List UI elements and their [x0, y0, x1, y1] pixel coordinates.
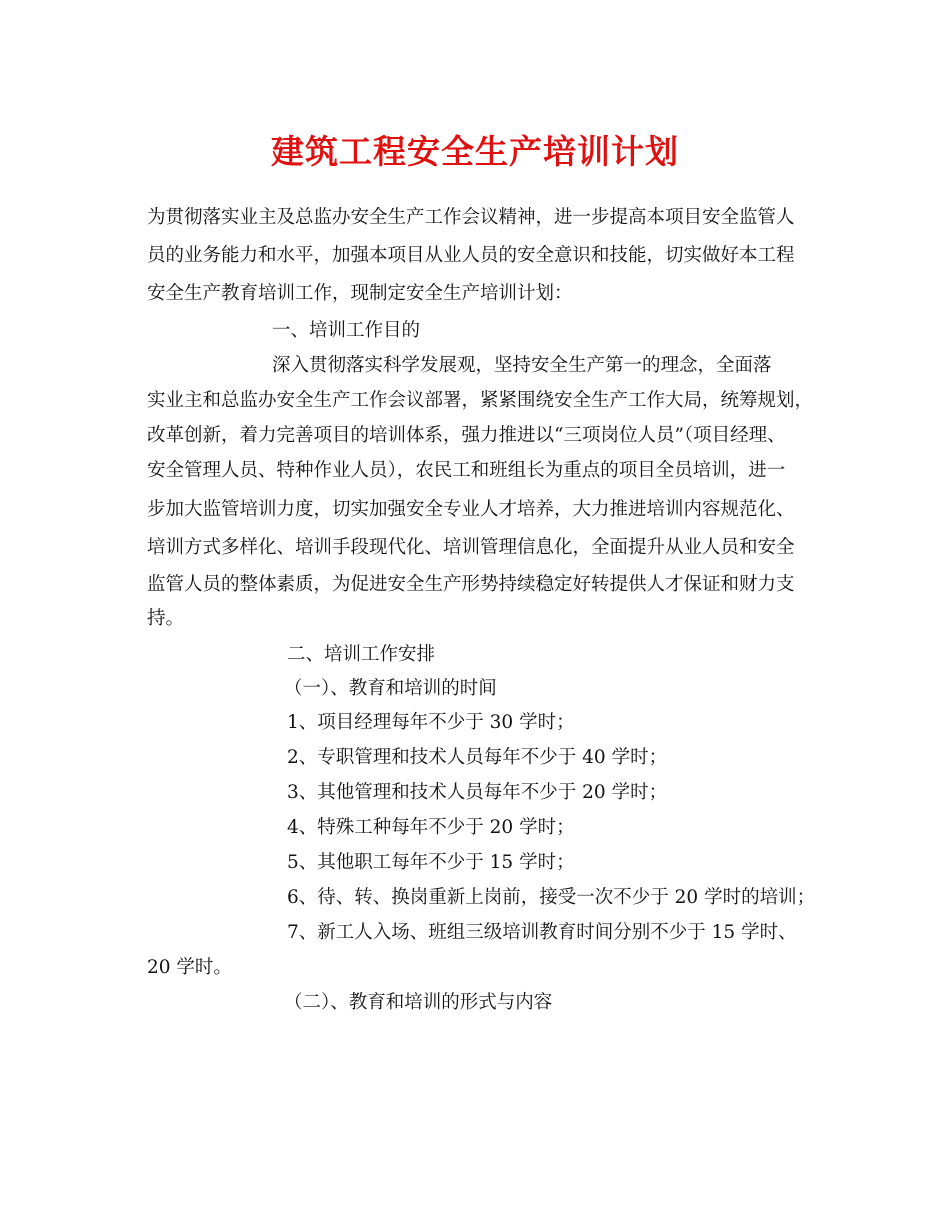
section1-line: 培训方式多样化、培训手段现代化、培训管理信息化，全面提升从业人员和安全: [147, 537, 795, 558]
list-item: 4、特殊工种每年不少于 20 学时；: [287, 817, 575, 838]
section1-line: 安全管理人员、特种作业人员），农民工和班组长为重点的项目全员培训，进一: [147, 460, 786, 481]
list-item: 3、其他管理和技术人员每年不少于 20 学时；: [287, 782, 668, 803]
list-item: 6、待、转、换岗重新上岗前，接受一次不少于 20 学时的培训；: [287, 887, 816, 908]
document-title: 建筑工程安全生产培训计划: [271, 132, 679, 171]
section1-line: 持。: [147, 608, 185, 629]
list-item-continuation: 20 学时。: [147, 957, 232, 978]
subsection-heading: （一）、教育和培训的时间: [284, 678, 497, 699]
section1-line: 步加大监管培训力度，切实加强安全专业人才培养，大力推进培训内容规范化、: [147, 499, 795, 520]
subsection-heading: （二）、教育和培训的形式与内容: [284, 992, 553, 1013]
section-heading-1: 一、培训工作目的: [272, 320, 421, 341]
list-item: 1、项目经理每年不少于 30 学时；: [287, 712, 575, 733]
intro-line: 员的业务能力和水平，加强本项目从业人员的安全意识和技能，切实做好本工程: [147, 245, 795, 266]
section1-line: 监管人员的整体素质，为促进安全生产形势持续稳定好转提供人才保证和财力支: [147, 574, 795, 595]
intro-line: 为贯彻落实业主及总监办安全生产工作会议精神，进一步提高本项目安全监管人: [147, 207, 795, 228]
intro-line: 安全生产教育培训工作，现制定安全生产培训计划：: [147, 283, 573, 304]
section1-line: 改革创新，着力完善项目的培训体系，强力推进以“三项岗位人员”（项目经理、: [147, 425, 786, 446]
section1-line: 实业主和总监办安全生产工作会议部署，紧紧围绕安全生产工作大局，统筹规划，: [147, 390, 814, 411]
list-item: 7、新工人入场、班组三级培训教育时间分别不少于 15 学时、: [287, 922, 797, 943]
list-item: 5、其他职工每年不少于 15 学时；: [287, 852, 575, 873]
list-item: 2、专职管理和技术人员每年不少于 40 学时；: [287, 747, 668, 768]
section1-line: 深入贯彻落实科学发展观，坚持安全生产第一的理念，全面落: [272, 355, 772, 376]
section-heading-2: 二、培训工作安排: [287, 644, 436, 665]
